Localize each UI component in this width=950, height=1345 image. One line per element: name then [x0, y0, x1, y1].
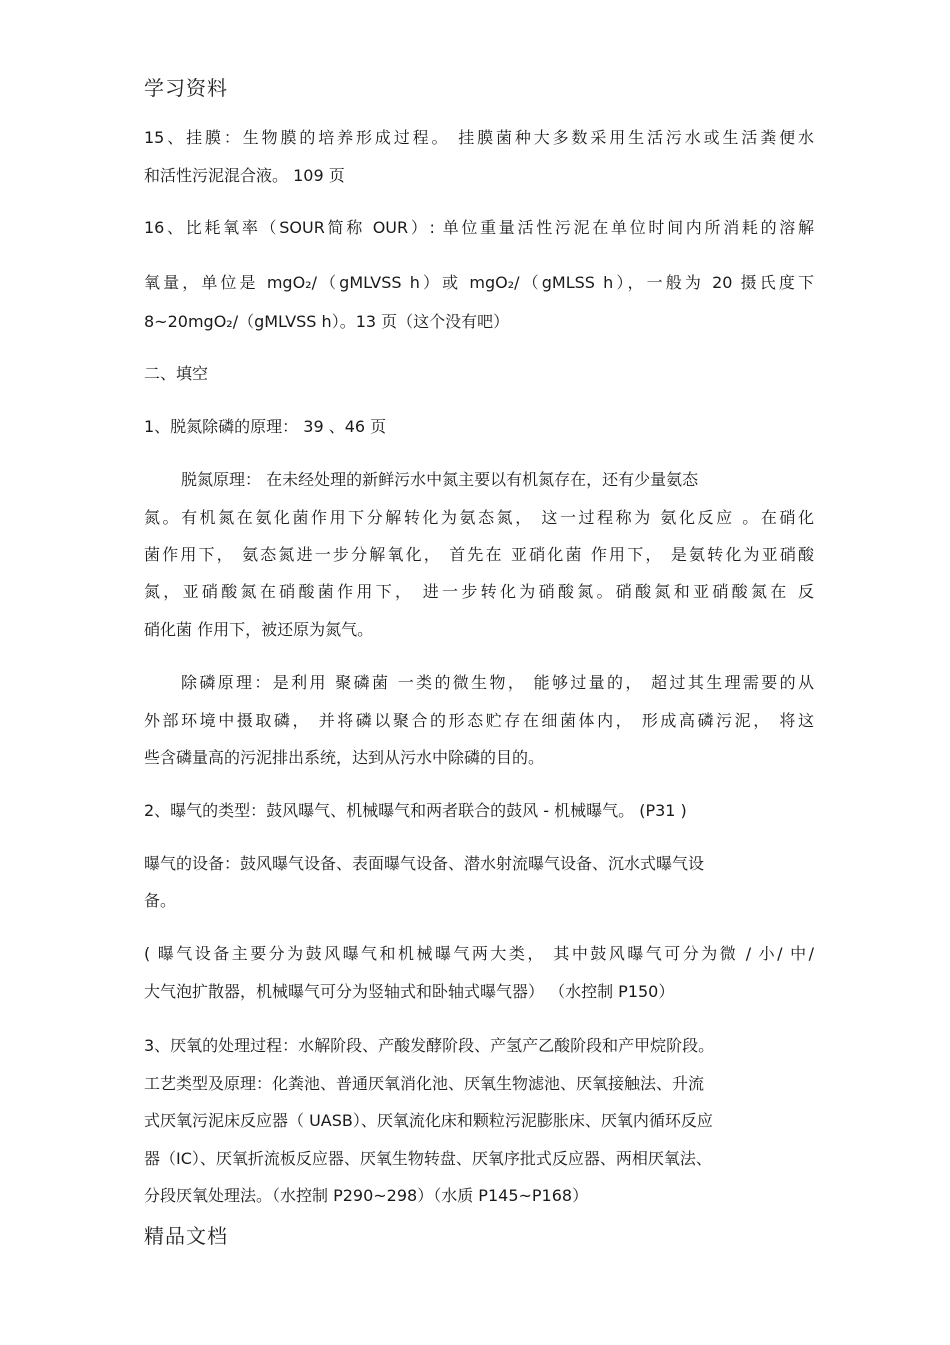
text-line: 备。 — [144, 891, 177, 910]
text-line: 15、挂膜：生物膜的培养形成过程。 挂膜菌种大多数采用生活污水或生活粪便水 — [144, 128, 814, 147]
text-line: 氮，亚硝酸氮在硝酸菌作用下， 进一步转化为硝酸氮。硝酸氮和亚硝酸氮在 反 — [144, 582, 814, 601]
text-line: 1、脱氮除磷的原理： 39 、46 页 — [144, 417, 387, 436]
page-footer: 精品文档 — [144, 1224, 228, 1248]
text-line: 曝气的设备：鼓风曝气设备、表面曝气设备、潜水射流曝气设备、沉水式曝气设 — [144, 854, 705, 873]
text-line: 外部环境中摄取磷， 并将磷以聚合的形态贮存在细菌体内， 形成高磷污泥， 将这 — [144, 711, 814, 730]
text-line: 器（IC）、厌氧折流板反应器、厌氧生物转盘、厌氧序批式反应器、两相厌氧法、 — [144, 1149, 712, 1168]
text-line: 除磷原理：是利用 聚磷菌 一类的微生物， 能够过量的， 超过其生理需要的从 — [181, 673, 814, 692]
text-line: 大气泡扩散器，机械曝气可分为竖轴式和卧轴式曝气器） （水控制 P150） — [144, 982, 675, 1001]
text-line: 工艺类型及原理：化粪池、普通厌氧消化池、厌氧生物滤池、厌氧接触法、升流 — [144, 1074, 705, 1093]
text-line: 3、厌氧的处理过程：水解阶段、产酸发酵阶段、产氢产乙酸阶段和产甲烷阶段。 — [144, 1036, 715, 1055]
text-line: 和活性污泥混合液。 109 页 — [144, 166, 345, 185]
text-line: 氮。有机氮在氨化菌作用下分解转化为氨态氮， 这一过程称为 氨化反应 。在硝化 — [144, 508, 814, 527]
text-line: 分段厌氧处理法。（水控制 P290~298）（水质 P145~P168） — [144, 1186, 589, 1205]
text-line: 脱氮原理： 在未经处理的新鲜污水中氮主要以有机氮存在，还有少量氨态 — [181, 470, 699, 489]
page-header: 学习资料 — [144, 76, 228, 100]
text-line: 些含磷量高的污泥排出系统，达到从污水中除磷的目的。 — [144, 748, 545, 767]
section-heading: 二、填空 — [144, 364, 209, 383]
text-line: 硝化菌 作用下，被还原为氮气。 — [144, 620, 374, 639]
text-line: 2、曝气的类型：鼓风曝气、机械曝气和两者联合的鼓风 - 机械曝气。 (P31 ) — [144, 801, 687, 820]
text-line: 8~20mgO₂/（gMLVSS h）。13 页（这个没有吧） — [144, 312, 510, 331]
text-line: 氧量，单位是 mgO₂/（gMLVSS h）或 mgO₂/（gMLSS h），一般为 20 摄氏度下 — [144, 273, 814, 292]
text-line: 菌作用下， 氨态氮进一步分解氧化， 首先在 亚硝化菌 作用下， 是氨转化为亚硝酸 — [144, 545, 814, 564]
text-line: ( 曝气设备主要分为鼓风曝气和机械曝气两大类， 其中鼓风曝气可分为微 / 小/ 中/ — [144, 944, 814, 963]
text-line: 16、比耗氧率（SOUR简称 OUR）: 单位重量活性污泥在单位时间内所消耗的溶解 — [144, 218, 814, 237]
text-line: 式厌氧污泥床反应器（ UASB）、厌氧流化床和颗粒污泥膨胀床、厌氧内循环反应 — [144, 1111, 713, 1130]
